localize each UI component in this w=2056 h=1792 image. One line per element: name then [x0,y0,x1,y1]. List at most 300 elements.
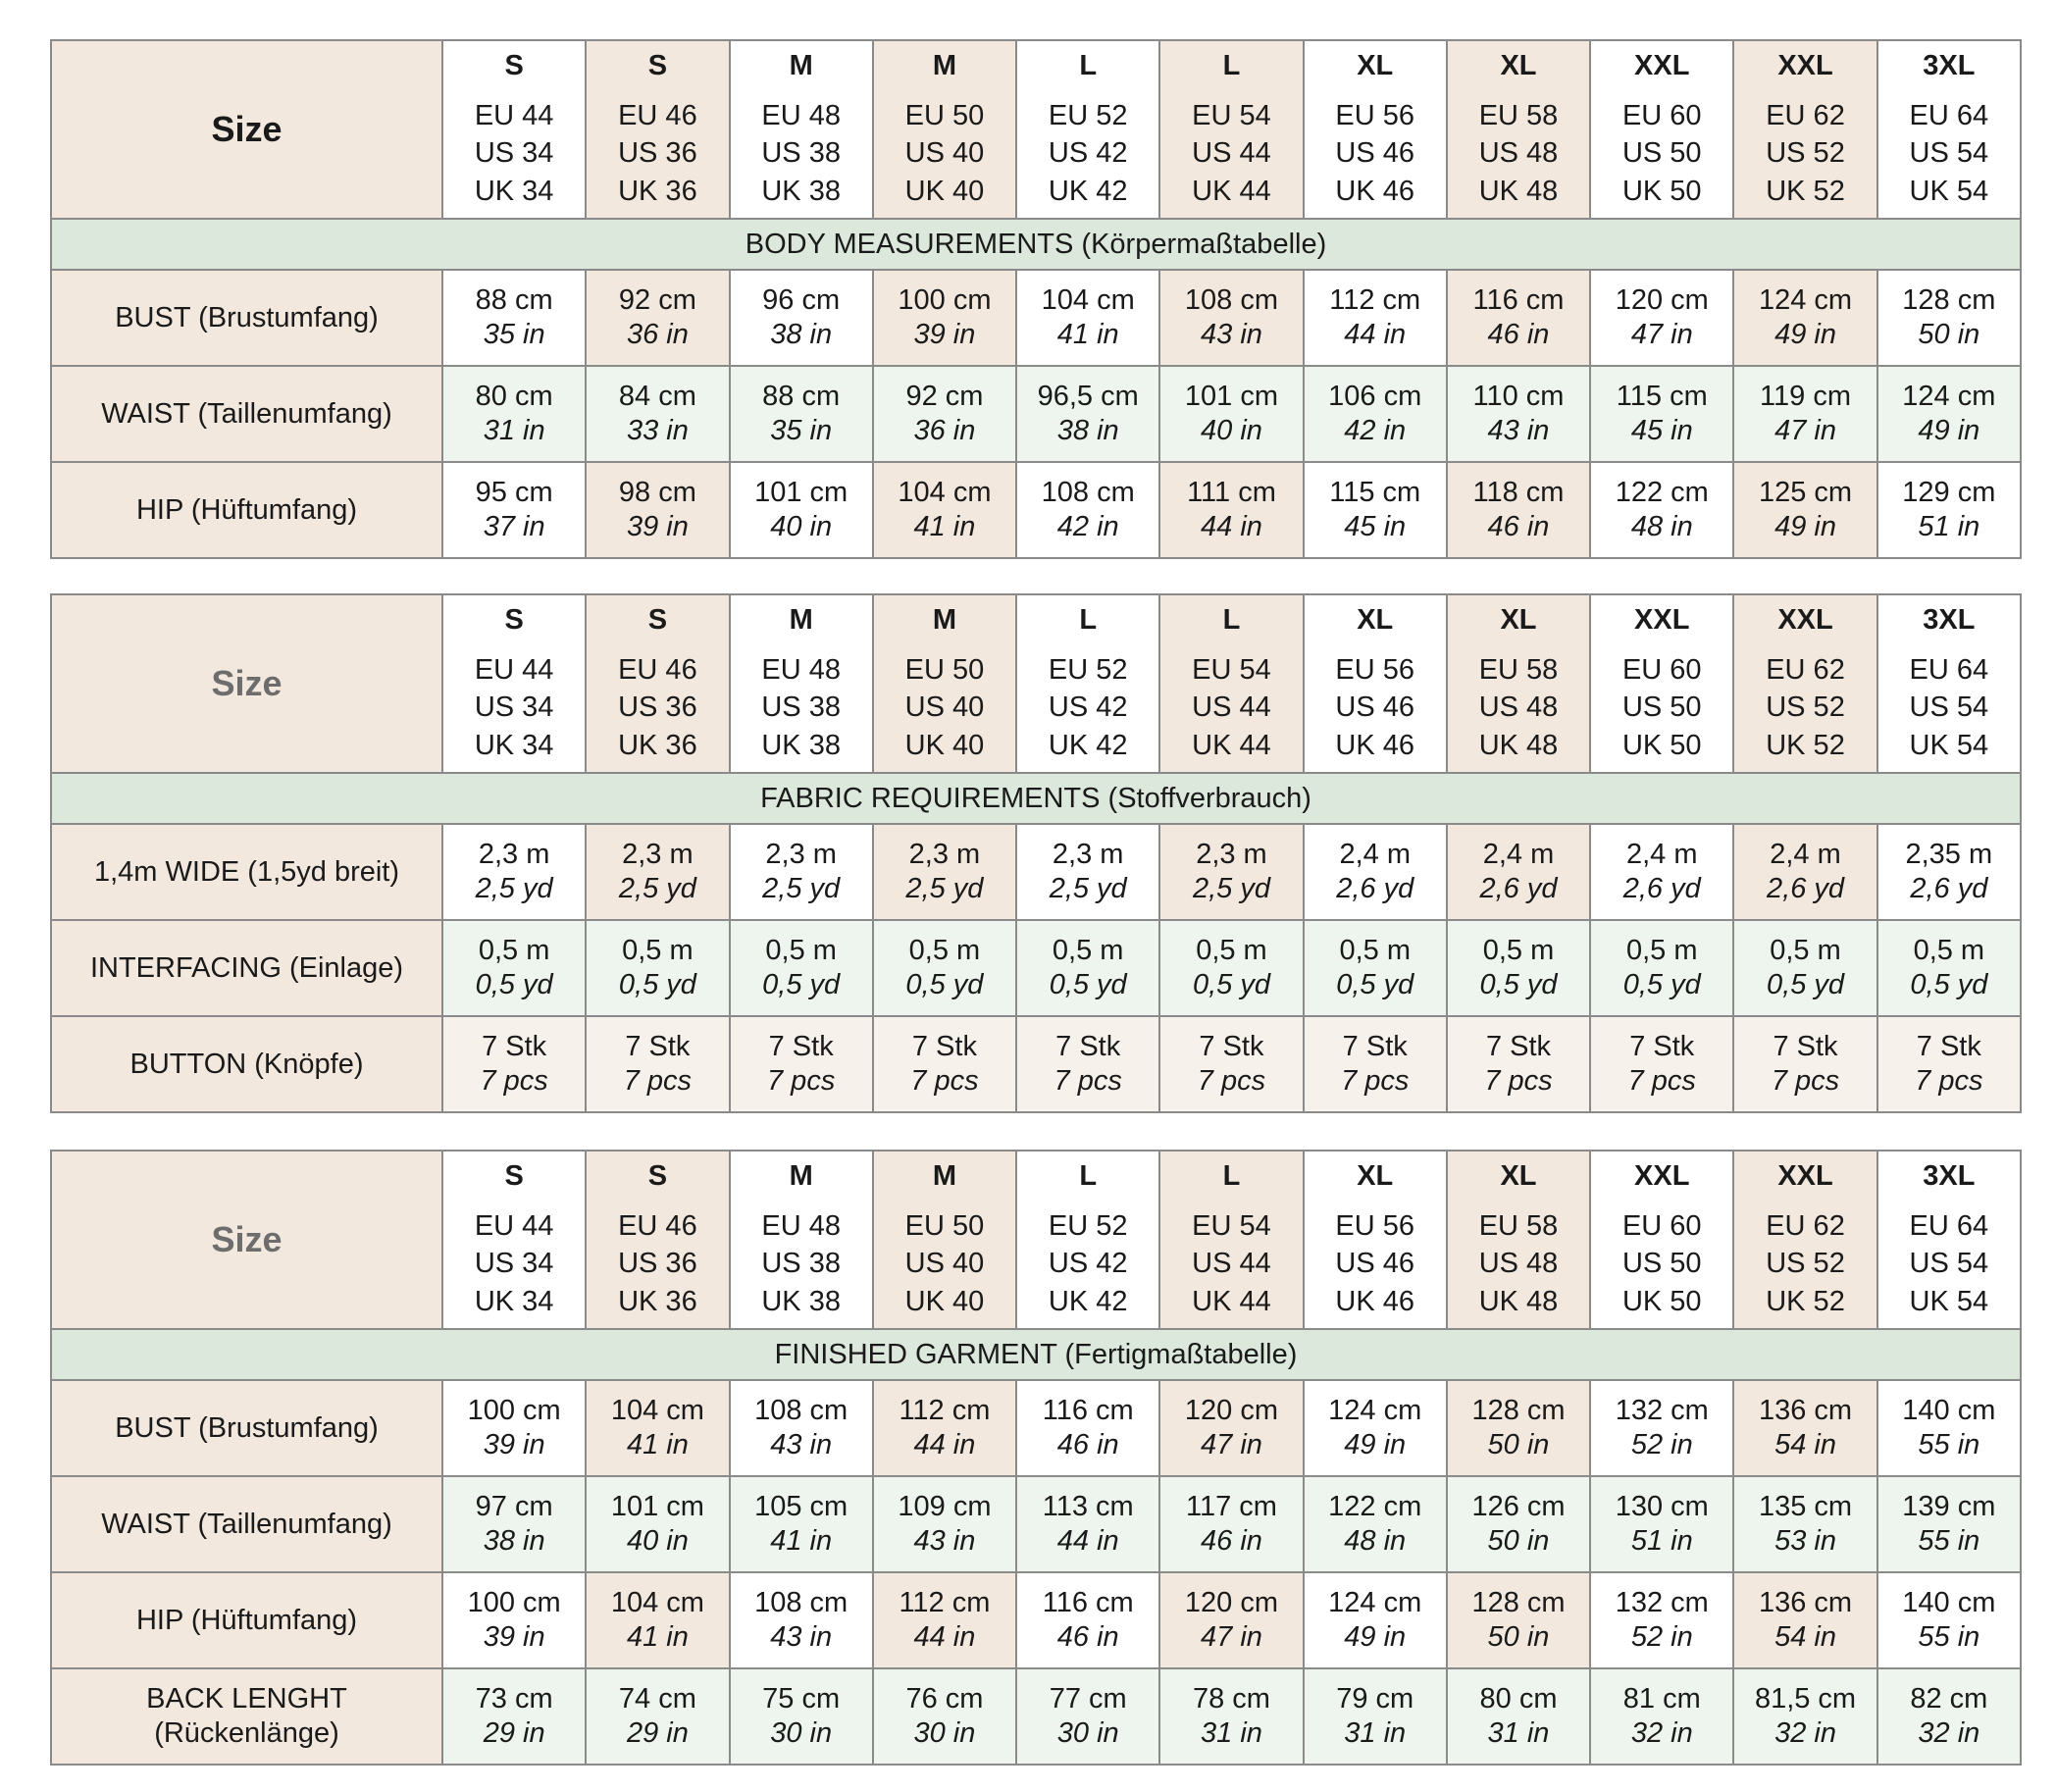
metric-value: 0,5 m [1339,935,1411,967]
size-us: US 34 [474,1248,554,1280]
imperial-value: 40 in [770,511,833,542]
imperial-value: 44 in [913,1621,976,1653]
metric-value: 2,4 m [1625,839,1698,871]
value-cell [586,824,729,920]
imperial-value: 46 in [1487,319,1550,350]
metric-value: 132 cm [1615,1587,1709,1619]
imperial-value: 43 in [1487,415,1550,446]
measurement-row [51,1476,2021,1572]
imperial-value: 42 in [1056,511,1119,542]
size-column-header [1590,40,1733,219]
value-cell [1447,824,1590,920]
metric-value: 135 cm [1758,1491,1853,1523]
size-uk: UK 52 [1766,1285,1845,1317]
metric-value: 130 cm [1615,1491,1709,1523]
imperial-value: 31 in [1344,1717,1407,1749]
value-cell [1733,366,1876,462]
size-letter: XL [1357,604,1394,637]
row-label: HIP (Hüftumfang) [51,462,442,558]
metric-value: 120 cm [1615,284,1709,317]
imperial-value: 41 in [913,511,976,542]
value-cell [1877,462,2021,558]
value-cell [1733,1380,1876,1476]
size-column-header [1733,40,1876,219]
metric-value: 7 Stk [1773,1031,1838,1063]
imperial-value: 29 in [626,1717,689,1749]
size-letter: S [647,1160,668,1193]
imperial-value: 7 pcs [767,1065,836,1097]
value-cell [1304,1668,1447,1765]
value-cell [1733,920,1876,1016]
imperial-value: 48 in [1630,511,1693,542]
size-eu: EU 56 [1335,100,1415,131]
value-cell [873,270,1016,366]
size-letter: L [1222,1160,1241,1193]
metric-value: 101 cm [1184,381,1279,413]
size-eu: EU 52 [1048,1210,1128,1242]
value-cell [1159,1476,1303,1572]
imperial-value: 2,5 yd [905,873,984,904]
metric-value: 132 cm [1615,1395,1709,1427]
metric-value: 76 cm [905,1683,984,1715]
imperial-value: 44 in [1344,319,1407,350]
imperial-value: 43 in [770,1429,833,1460]
value-cell [873,1380,1016,1476]
metric-value: 7 Stk [1916,1031,1981,1063]
metric-value: 109 cm [898,1491,992,1523]
value-cell [586,366,729,462]
value-cell [1447,1380,1590,1476]
imperial-value: 0,5 yd [1049,969,1127,1000]
size-column-header [1877,40,2021,219]
imperial-value: 2,6 yd [1336,873,1414,904]
size-column-header [586,1151,729,1329]
section-row [51,773,2021,824]
size-column-header [1304,40,1447,219]
value-cell [1447,1572,1590,1668]
value-cell [730,462,873,558]
size-eu: EU 60 [1621,1210,1702,1242]
measurement-row [51,824,2021,920]
value-cell [1016,824,1159,920]
imperial-value: 53 in [1774,1525,1836,1557]
size-letter: XL [1500,50,1537,82]
size-uk: UK 50 [1621,729,1702,761]
value-cell [1304,270,1447,366]
imperial-value: 48 in [1344,1525,1407,1557]
metric-value: 128 cm [1902,284,1996,317]
value-cell [1733,462,1876,558]
imperial-value: 49 in [1774,319,1836,350]
size-header-row [51,40,2021,219]
size-letter: XXL [1634,1160,1690,1193]
size-column-header [730,40,873,219]
imperial-value: 0,5 yd [905,969,984,1000]
section-title: FINISHED GARMENT (Fertigmaßtabelle) [51,1329,2021,1380]
size-us: US 46 [1335,137,1415,170]
imperial-value: 43 in [770,1621,833,1653]
metric-value: 2,3 m [1052,839,1124,871]
value-cell [730,366,873,462]
fabric-requirements-table [50,593,2022,1113]
imperial-value: 31 in [1487,1717,1550,1749]
size-letter: L [1222,50,1241,82]
metric-value: 2,3 m [1196,839,1267,871]
imperial-value: 55 in [1918,1621,1980,1653]
size-eu: EU 48 [761,654,841,686]
size-column-header [730,594,873,773]
value-cell [873,1476,1016,1572]
size-eu: EU 62 [1766,654,1845,686]
value-cell [1590,270,1733,366]
imperial-value: 40 in [1201,415,1262,446]
size-eu: EU 46 [618,654,697,686]
value-cell [586,1016,729,1112]
metric-value: 115 cm [1616,381,1708,413]
metric-value: 124 cm [1902,381,1996,413]
section-title: FABRIC REQUIREMENTS (Stoffverbrauch) [51,773,2021,824]
metric-value: 108 cm [1184,284,1279,317]
size-eu: EU 64 [1909,100,1989,131]
size-letter: M [789,1160,813,1193]
size-column-header [1877,594,2021,773]
value-cell [1016,920,1159,1016]
size-column-header [1304,1151,1447,1329]
size-us: US 44 [1192,1248,1271,1280]
size-uk: UK 50 [1621,1285,1702,1317]
metric-value: 2,3 m [908,839,981,871]
metric-value: 122 cm [1615,477,1709,509]
size-eu: EU 50 [904,100,985,131]
value-cell [873,366,1016,462]
size-us: US 40 [904,691,985,724]
imperial-value: 49 in [1918,415,1980,446]
imperial-value: 54 in [1774,1429,1836,1460]
metric-value: 7 Stk [911,1031,977,1063]
value-cell [586,1572,729,1668]
size-column-header [1447,594,1590,773]
size-us: US 48 [1478,691,1559,724]
imperial-value: 0,5 yd [475,969,553,1000]
size-uk: UK 46 [1335,1285,1415,1317]
metric-value: 111 cm [1187,477,1276,509]
size-us: US 54 [1909,137,1989,170]
size-column-header [1159,40,1303,219]
size-us: US 44 [1192,691,1271,724]
imperial-value: 38 in [1056,415,1119,446]
size-column-header [730,1151,873,1329]
imperial-value: 30 in [1056,1717,1119,1749]
metric-value: 79 cm [1336,1683,1414,1715]
value-cell [1877,1668,2021,1765]
value-cell [873,1668,1016,1765]
imperial-value: 0,5 yd [1479,969,1558,1000]
value-cell [1590,920,1733,1016]
value-cell [730,1476,873,1572]
metric-value: 0,5 m [908,935,981,967]
imperial-value: 41 in [770,1525,833,1557]
metric-value: 97 cm [475,1491,553,1523]
size-uk: UK 34 [474,729,554,761]
metric-value: 73 cm [475,1683,553,1715]
value-cell [442,1572,586,1668]
metric-value: 112 cm [899,1395,991,1427]
metric-value: 118 cm [1472,477,1565,509]
size-column-header [1447,40,1590,219]
metric-value: 0,5 m [1052,935,1124,967]
imperial-value: 39 in [483,1429,545,1460]
imperial-value: 0,5 yd [1767,969,1845,1000]
metric-value: 0,5 m [1913,935,1985,967]
value-cell [1877,920,2021,1016]
size-column-header [1590,594,1733,773]
value-cell [586,1476,729,1572]
metric-value: 88 cm [475,284,553,317]
size-eu: EU 50 [904,654,985,686]
metric-value: 96 cm [762,284,841,317]
size-column-header [1447,1151,1590,1329]
size-uk: UK 46 [1335,729,1415,761]
size-letter: 3XL [1923,50,1976,82]
imperial-value: 54 in [1774,1621,1836,1653]
imperial-value: 41 in [626,1429,689,1460]
metric-value: 101 cm [754,477,848,509]
imperial-value: 45 in [1630,415,1693,446]
imperial-value: 50 in [1487,1525,1550,1557]
metric-value: 117 cm [1185,1491,1277,1523]
measurement-row [51,1380,2021,1476]
metric-value: 2,3 m [765,839,837,871]
size-eu: EU 58 [1478,1210,1559,1242]
imperial-value: 47 in [1630,319,1693,350]
size-uk: UK 38 [761,175,841,207]
size-letter: XXL [1777,1160,1833,1193]
value-cell [1304,1016,1447,1112]
metric-value: 2,35 m [1905,839,1993,871]
size-us: US 38 [761,137,841,170]
section-row [51,1329,2021,1380]
size-uk: UK 44 [1192,1285,1271,1317]
imperial-value: 52 in [1630,1621,1693,1653]
metric-value: 0,5 m [765,935,837,967]
size-uk: UK 36 [618,175,697,207]
finished-garment-table [50,1150,2022,1766]
value-cell [1016,366,1159,462]
size-column-header [1016,40,1159,219]
value-cell [730,824,873,920]
size-header-row [51,1151,2021,1329]
value-cell [1159,462,1303,558]
size-us: US 42 [1048,691,1128,724]
size-uk: UK 54 [1909,175,1989,207]
size-eu: EU 60 [1621,100,1702,131]
metric-value: 128 cm [1471,1395,1566,1427]
metric-value: 82 cm [1910,1683,1988,1715]
size-letter: M [932,1160,957,1193]
value-cell [442,1476,586,1572]
size-letter: 3XL [1923,1160,1976,1193]
imperial-value: 0,5 yd [618,969,696,1000]
imperial-value: 30 in [913,1717,976,1749]
value-cell [1016,1476,1159,1572]
value-cell [1877,824,2021,920]
value-cell [1447,270,1590,366]
imperial-value: 35 in [483,319,545,350]
size-column-header [442,40,586,219]
imperial-value: 35 in [770,415,833,446]
value-cell [730,1380,873,1476]
size-letter: XL [1357,50,1394,82]
value-cell [1447,1668,1590,1765]
size-eu: EU 56 [1335,654,1415,686]
metric-value: 100 cm [467,1395,561,1427]
size-letter: M [789,604,813,637]
value-cell [1877,366,2021,462]
size-uk: UK 42 [1048,729,1128,761]
size-letter: XL [1500,1160,1537,1193]
row-label: BUST (Brustumfang) [51,270,442,366]
metric-value: 80 cm [475,381,553,413]
value-cell [1877,1476,2021,1572]
measurement-row [51,920,2021,1016]
metric-value: 2,4 m [1482,839,1555,871]
metric-value: 81,5 cm [1754,1683,1857,1715]
imperial-value: 0,5 yd [1910,969,1988,1000]
size-uk: UK 40 [904,729,985,761]
metric-value: 110 cm [1472,381,1565,413]
size-eu: EU 64 [1909,1210,1989,1242]
value-cell [586,1380,729,1476]
size-eu: EU 52 [1048,654,1128,686]
imperial-value: 0,5 yd [762,969,841,1000]
size-eu: EU 58 [1478,654,1559,686]
value-cell [1304,462,1447,558]
size-eu: EU 52 [1048,100,1128,131]
size-us: US 46 [1335,691,1415,724]
size-column-header [1159,1151,1303,1329]
imperial-value: 33 in [626,415,689,446]
size-column-header [442,1151,586,1329]
size-us: US 50 [1621,691,1702,724]
metric-value: 106 cm [1328,381,1422,413]
value-cell [442,824,586,920]
value-cell [1304,1476,1447,1572]
size-eu: EU 48 [761,100,841,131]
imperial-value: 30 in [770,1717,833,1749]
size-letter: 3XL [1923,604,1976,637]
imperial-value: 37 in [483,511,545,542]
metric-value: 104 cm [610,1395,704,1427]
size-uk: UK 50 [1621,175,1702,207]
imperial-value: 7 pcs [1627,1065,1696,1097]
size-uk: UK 34 [474,1285,554,1317]
imperial-value: 47 in [1774,415,1836,446]
value-cell [1016,1380,1159,1476]
metric-value: 104 cm [1041,284,1135,317]
value-cell [1590,1476,1733,1572]
size-letter: XL [1357,1160,1394,1193]
size-uk: UK 36 [618,1285,697,1317]
row-label: BUST (Brustumfang) [51,1380,442,1476]
size-eu: EU 58 [1478,100,1559,131]
metric-value: 77 cm [1049,1683,1127,1715]
value-cell [1877,1572,2021,1668]
size-letter: XXL [1634,604,1690,637]
imperial-value: 44 in [913,1429,976,1460]
size-letter: L [1222,604,1241,637]
imperial-value: 0,5 yd [1622,969,1701,1000]
metric-value: 108 cm [754,1587,848,1619]
metric-value: 136 cm [1758,1587,1853,1619]
row-label: 1,4m WIDE (1,5yd breit) [51,824,442,920]
imperial-value: 31 in [1201,1717,1262,1749]
metric-value: 116 cm [1042,1587,1134,1619]
metric-value: 84 cm [618,381,696,413]
metric-value: 120 cm [1184,1395,1279,1427]
imperial-value: 49 in [1344,1621,1407,1653]
imperial-value: 50 in [1487,1429,1550,1460]
value-cell [1159,920,1303,1016]
size-us: US 36 [618,1248,697,1280]
metric-value: 2,3 m [478,839,550,871]
measurement-row [51,270,2021,366]
size-eu: EU 44 [474,100,554,131]
value-cell [1304,366,1447,462]
value-cell [1733,1668,1876,1765]
imperial-value: 47 in [1201,1429,1262,1460]
imperial-value: 46 in [1056,1429,1119,1460]
metric-value: 2,4 m [1770,839,1841,871]
imperial-value: 55 in [1918,1525,1980,1557]
metric-value: 7 Stk [482,1031,547,1063]
size-us: US 42 [1048,1248,1128,1280]
value-cell [1447,920,1590,1016]
metric-value: 112 cm [899,1587,991,1619]
size-eu: EU 54 [1192,100,1271,131]
value-cell [730,1016,873,1112]
size-column-header [1304,594,1447,773]
value-cell [1590,1380,1733,1476]
metric-value: 0,5 m [478,935,550,967]
value-cell [1016,1668,1159,1765]
size-us: US 50 [1621,137,1702,170]
metric-value: 7 Stk [1199,1031,1264,1063]
value-cell [1877,1016,2021,1112]
value-cell [1159,1380,1303,1476]
imperial-value: 55 in [1918,1429,1980,1460]
size-uk: UK 40 [904,1285,985,1317]
size-column-header [1877,1151,2021,1329]
size-eu: EU 48 [761,1210,841,1242]
metric-value: 108 cm [1041,477,1135,509]
value-cell [1159,1572,1303,1668]
size-eu: EU 56 [1335,1210,1415,1242]
size-eu: EU 50 [904,1210,985,1242]
metric-value: 119 cm [1760,381,1851,413]
size-us: US 54 [1909,691,1989,724]
value-cell [1447,1476,1590,1572]
size-uk: UK 36 [618,729,697,761]
value-cell [1304,1572,1447,1668]
size-uk: UK 52 [1766,729,1845,761]
imperial-value: 47 in [1201,1621,1262,1653]
imperial-value: 46 in [1487,511,1550,542]
metric-value: 100 cm [467,1587,561,1619]
size-us: US 52 [1766,691,1845,724]
imperial-value: 2,5 yd [618,873,696,904]
value-cell [1590,824,1733,920]
metric-value: 0,5 m [1482,935,1555,967]
